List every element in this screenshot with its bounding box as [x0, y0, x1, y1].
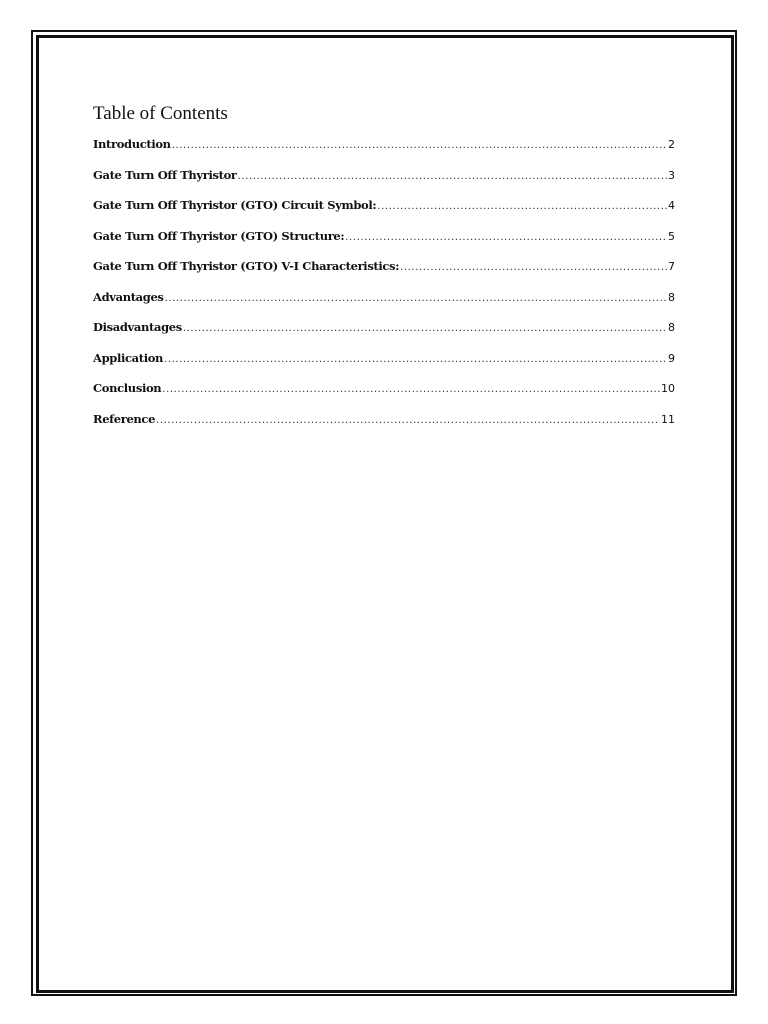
toc-entry-page-number: 2 [668, 138, 675, 151]
toc-entry-disadvantages[interactable] [93, 320, 675, 351]
toc-entry-introduction[interactable] [93, 137, 675, 168]
toc-entry-label: Conclusion [93, 381, 162, 395]
toc-dot-leader [156, 415, 660, 426]
toc-dot-leader [172, 140, 667, 151]
toc-dot-leader [238, 171, 667, 182]
toc-entry-label: Gate Turn Off Thyristor (GTO) V-I Characteristics: [93, 259, 400, 273]
toc-entry-application[interactable] [93, 351, 675, 382]
toc-dot-leader [345, 232, 667, 243]
toc-dot-leader [162, 384, 660, 395]
toc-dot-leader [164, 354, 667, 365]
toc-entry-page-number: 8 [668, 321, 675, 334]
toc-entry-advantages[interactable] [93, 290, 675, 321]
toc-entry-reference[interactable] [93, 412, 675, 443]
toc-entry-label: Disadvantages [93, 320, 182, 334]
toc-entry-page-number: 3 [668, 168, 675, 182]
toc-entry-page-number: 8 [668, 290, 675, 304]
toc-dot-leader [165, 293, 667, 304]
toc-entry-conclusion[interactable] [93, 381, 675, 412]
toc-entry-label: Gate Turn Off Thyristor (GTO) Structure: [93, 228, 345, 243]
toc-entry-gate-turn-off-thyristor[interactable] [93, 168, 675, 199]
toc-entry-label: Gate Turn Off Thyristor [93, 167, 237, 182]
toc-entry-label: Gate Turn Off Thyristor (GTO) Circuit Symbol: [93, 198, 377, 212]
toc-entry-label: Advantages [93, 289, 164, 304]
toc-entry-page-number: 7 [668, 260, 675, 273]
toc-entry-vi-characteristics[interactable] [93, 259, 675, 290]
toc-dot-leader [400, 262, 667, 273]
toc-list [93, 137, 675, 442]
toc-entry-page-number: 10 [661, 382, 675, 395]
toc-entry-page-number: 9 [668, 351, 675, 365]
toc-entry-page-number: 4 [668, 199, 675, 212]
toc-entry-page-number: 11 [661, 412, 675, 426]
toc-dot-leader [183, 323, 667, 334]
toc-entry-page-number: 5 [668, 229, 675, 243]
toc-dot-leader [377, 201, 667, 212]
toc-entry-label: Introduction [93, 137, 171, 151]
toc-entry-label: Reference [93, 411, 156, 426]
toc-entry-structure[interactable] [93, 229, 675, 260]
toc-entry-label: Application [93, 350, 164, 365]
toc-title: Table of Contents [93, 103, 228, 124]
toc-section [93, 101, 675, 442]
toc-entry-circuit-symbol[interactable] [93, 198, 675, 229]
